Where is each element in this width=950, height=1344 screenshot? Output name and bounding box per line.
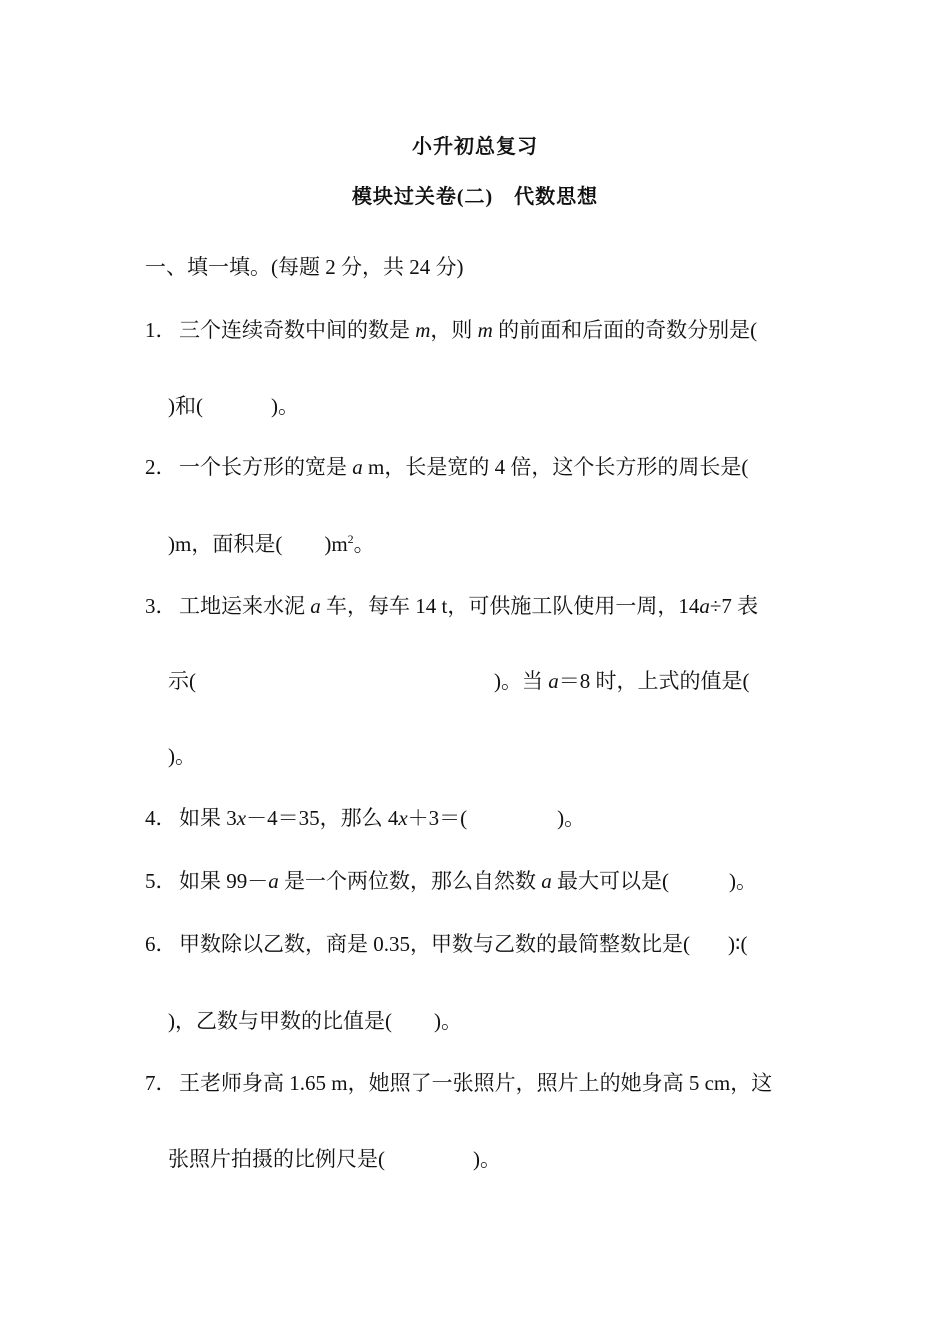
answer-blank: )。 <box>168 744 196 768</box>
section-heading: 一、填一填。(每题 2 分，共 24 分) <box>145 255 464 279</box>
question-1: 1． 三个连续奇数中间的数是 m，则 m 的前面和后面的奇数分别是( <box>145 318 758 342</box>
question-5: 5． 如果 99－a 是一个两位数，那么自然数 a 最大可以是( )。 <box>145 869 757 893</box>
question-number: 7． <box>145 1071 177 1095</box>
answer-blank: )和( <box>168 394 203 418</box>
question-number: 4． <box>145 806 177 830</box>
answer-blank: )。 <box>473 1147 501 1171</box>
variable: a <box>268 869 279 893</box>
question-number: 3． <box>145 594 177 618</box>
page-title: 小升初总复习 <box>412 136 538 158</box>
question-3-cont-2 <box>168 742 196 770</box>
variable: m <box>415 318 431 342</box>
answer-blank: )。 <box>434 1009 462 1033</box>
answer-blank: )。 <box>729 869 757 893</box>
question-3: 3． 工地运来水泥 a 车，每车 14 t，可供施工队使用一周，14a÷7 表 <box>145 594 759 618</box>
answer-blank: 示( <box>168 669 196 693</box>
question-7-cont: 张照片拍摄的比例尺是( )。 <box>168 1147 501 1171</box>
question-6: 6． 甲数除以乙数，商是 0.35，甲数与乙数的最简整数比是( )∶( <box>145 932 748 956</box>
question-1-cont <box>168 392 299 420</box>
question-number: 6． <box>145 932 177 956</box>
question-number: 1． <box>145 318 177 342</box>
answer-blank: )。当 <box>494 669 549 693</box>
variable: x <box>398 806 408 830</box>
question-7: 7． 王老师身高 1.65 m，她照了一张照片，照片上的她身高 5 cm，这 <box>145 1071 773 1095</box>
question-6-cont <box>168 1007 462 1035</box>
variable: a <box>352 455 363 479</box>
answer-blank: )m，面积是( <box>168 532 283 556</box>
answer-blank: )，乙数与甲数的比值是( <box>168 1009 392 1033</box>
question-number: 5． <box>145 869 177 893</box>
question-4: 4． 如果 3x－4＝35，那么 4x＋3＝( )。 <box>145 806 586 830</box>
page-subtitle: 模块过关卷(二) 代数思想 <box>351 186 599 208</box>
answer-blank: )∶( <box>728 932 748 956</box>
variable: a <box>548 669 559 693</box>
variable: m <box>477 318 493 342</box>
answer-blank: )。 <box>557 806 586 830</box>
answer-blank: )。 <box>271 394 299 418</box>
variable: a <box>699 594 710 618</box>
answer-blank: )m <box>324 532 348 556</box>
question-3-cont: 示( )。当 a＝8 时，上式的值是( <box>168 669 750 693</box>
variable: x <box>236 806 247 830</box>
question-number: 2． <box>145 455 177 479</box>
variable: a <box>310 594 321 618</box>
question-2-cont: )m，面积是( )$m^2$。 <box>168 532 375 556</box>
variable: a <box>541 869 552 893</box>
question-2: 2． 一个长方形的宽是 a m，长是宽的 4 倍，这个长方形的周长是( <box>145 455 749 479</box>
